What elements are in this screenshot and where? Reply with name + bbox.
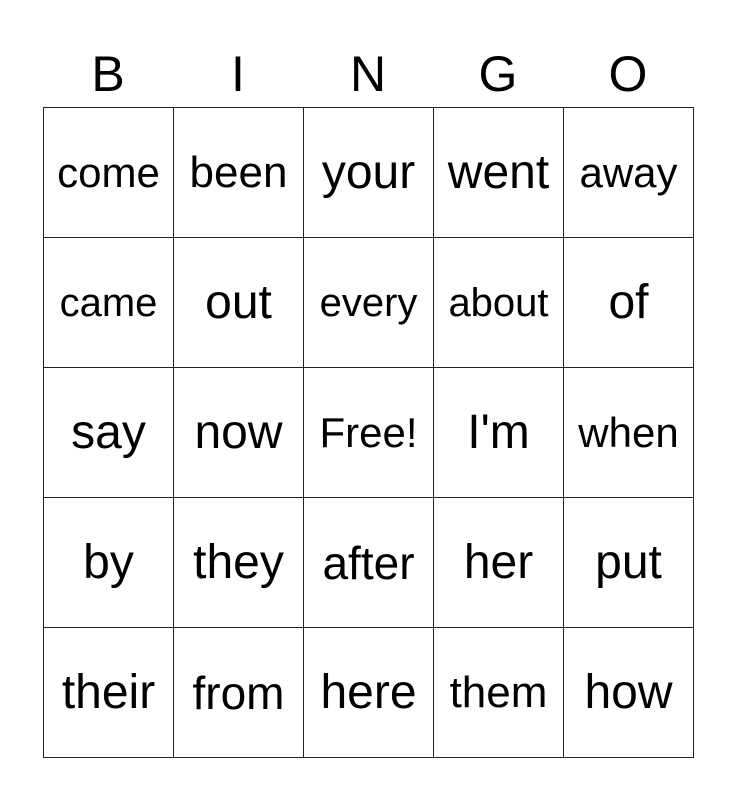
bingo-cell[interactable]: they [174, 498, 304, 628]
bingo-cell[interactable]: now [174, 368, 304, 498]
bingo-cell[interactable]: say [44, 368, 174, 498]
bingo-cell[interactable]: been [174, 108, 304, 238]
bingo-cell[interactable]: away [564, 108, 694, 238]
bingo-cell[interactable]: when [564, 368, 694, 498]
bingo-cell[interactable]: come [44, 108, 174, 238]
bingo-cell[interactable]: out [174, 238, 304, 368]
header-letter-i: I [231, 46, 245, 102]
bingo-cell[interactable]: of [564, 238, 694, 368]
bingo-cell[interactable]: went [434, 108, 564, 238]
bingo-cell[interactable]: put [564, 498, 694, 628]
bingo-cell[interactable]: about [434, 238, 564, 368]
header-letter-b: B [91, 46, 125, 102]
header-letter-g: G [478, 46, 518, 102]
bingo-cell[interactable]: them [434, 628, 564, 758]
bingo-cell[interactable]: after [304, 498, 434, 628]
bingo-cell[interactable]: her [434, 498, 564, 628]
bingo-cell[interactable]: how [564, 628, 694, 758]
bingo-cell[interactable]: came [44, 238, 174, 368]
bingo-cell[interactable]: your [304, 108, 434, 238]
bingo-cell[interactable]: I'm [434, 368, 564, 498]
bingo-cell[interactable]: their [44, 628, 174, 758]
bingo-cell[interactable]: every [304, 238, 434, 368]
bingo-cell[interactable]: here [304, 628, 434, 758]
free-space-cell: Free! [304, 368, 434, 498]
bingo-cell[interactable]: from [174, 628, 304, 758]
header-letter-n: N [349, 46, 387, 102]
header-letter-o: O [608, 46, 648, 102]
bingo-header [43, 44, 693, 104]
bingo-cell[interactable]: by [44, 498, 174, 628]
bingo-board [43, 107, 694, 758]
